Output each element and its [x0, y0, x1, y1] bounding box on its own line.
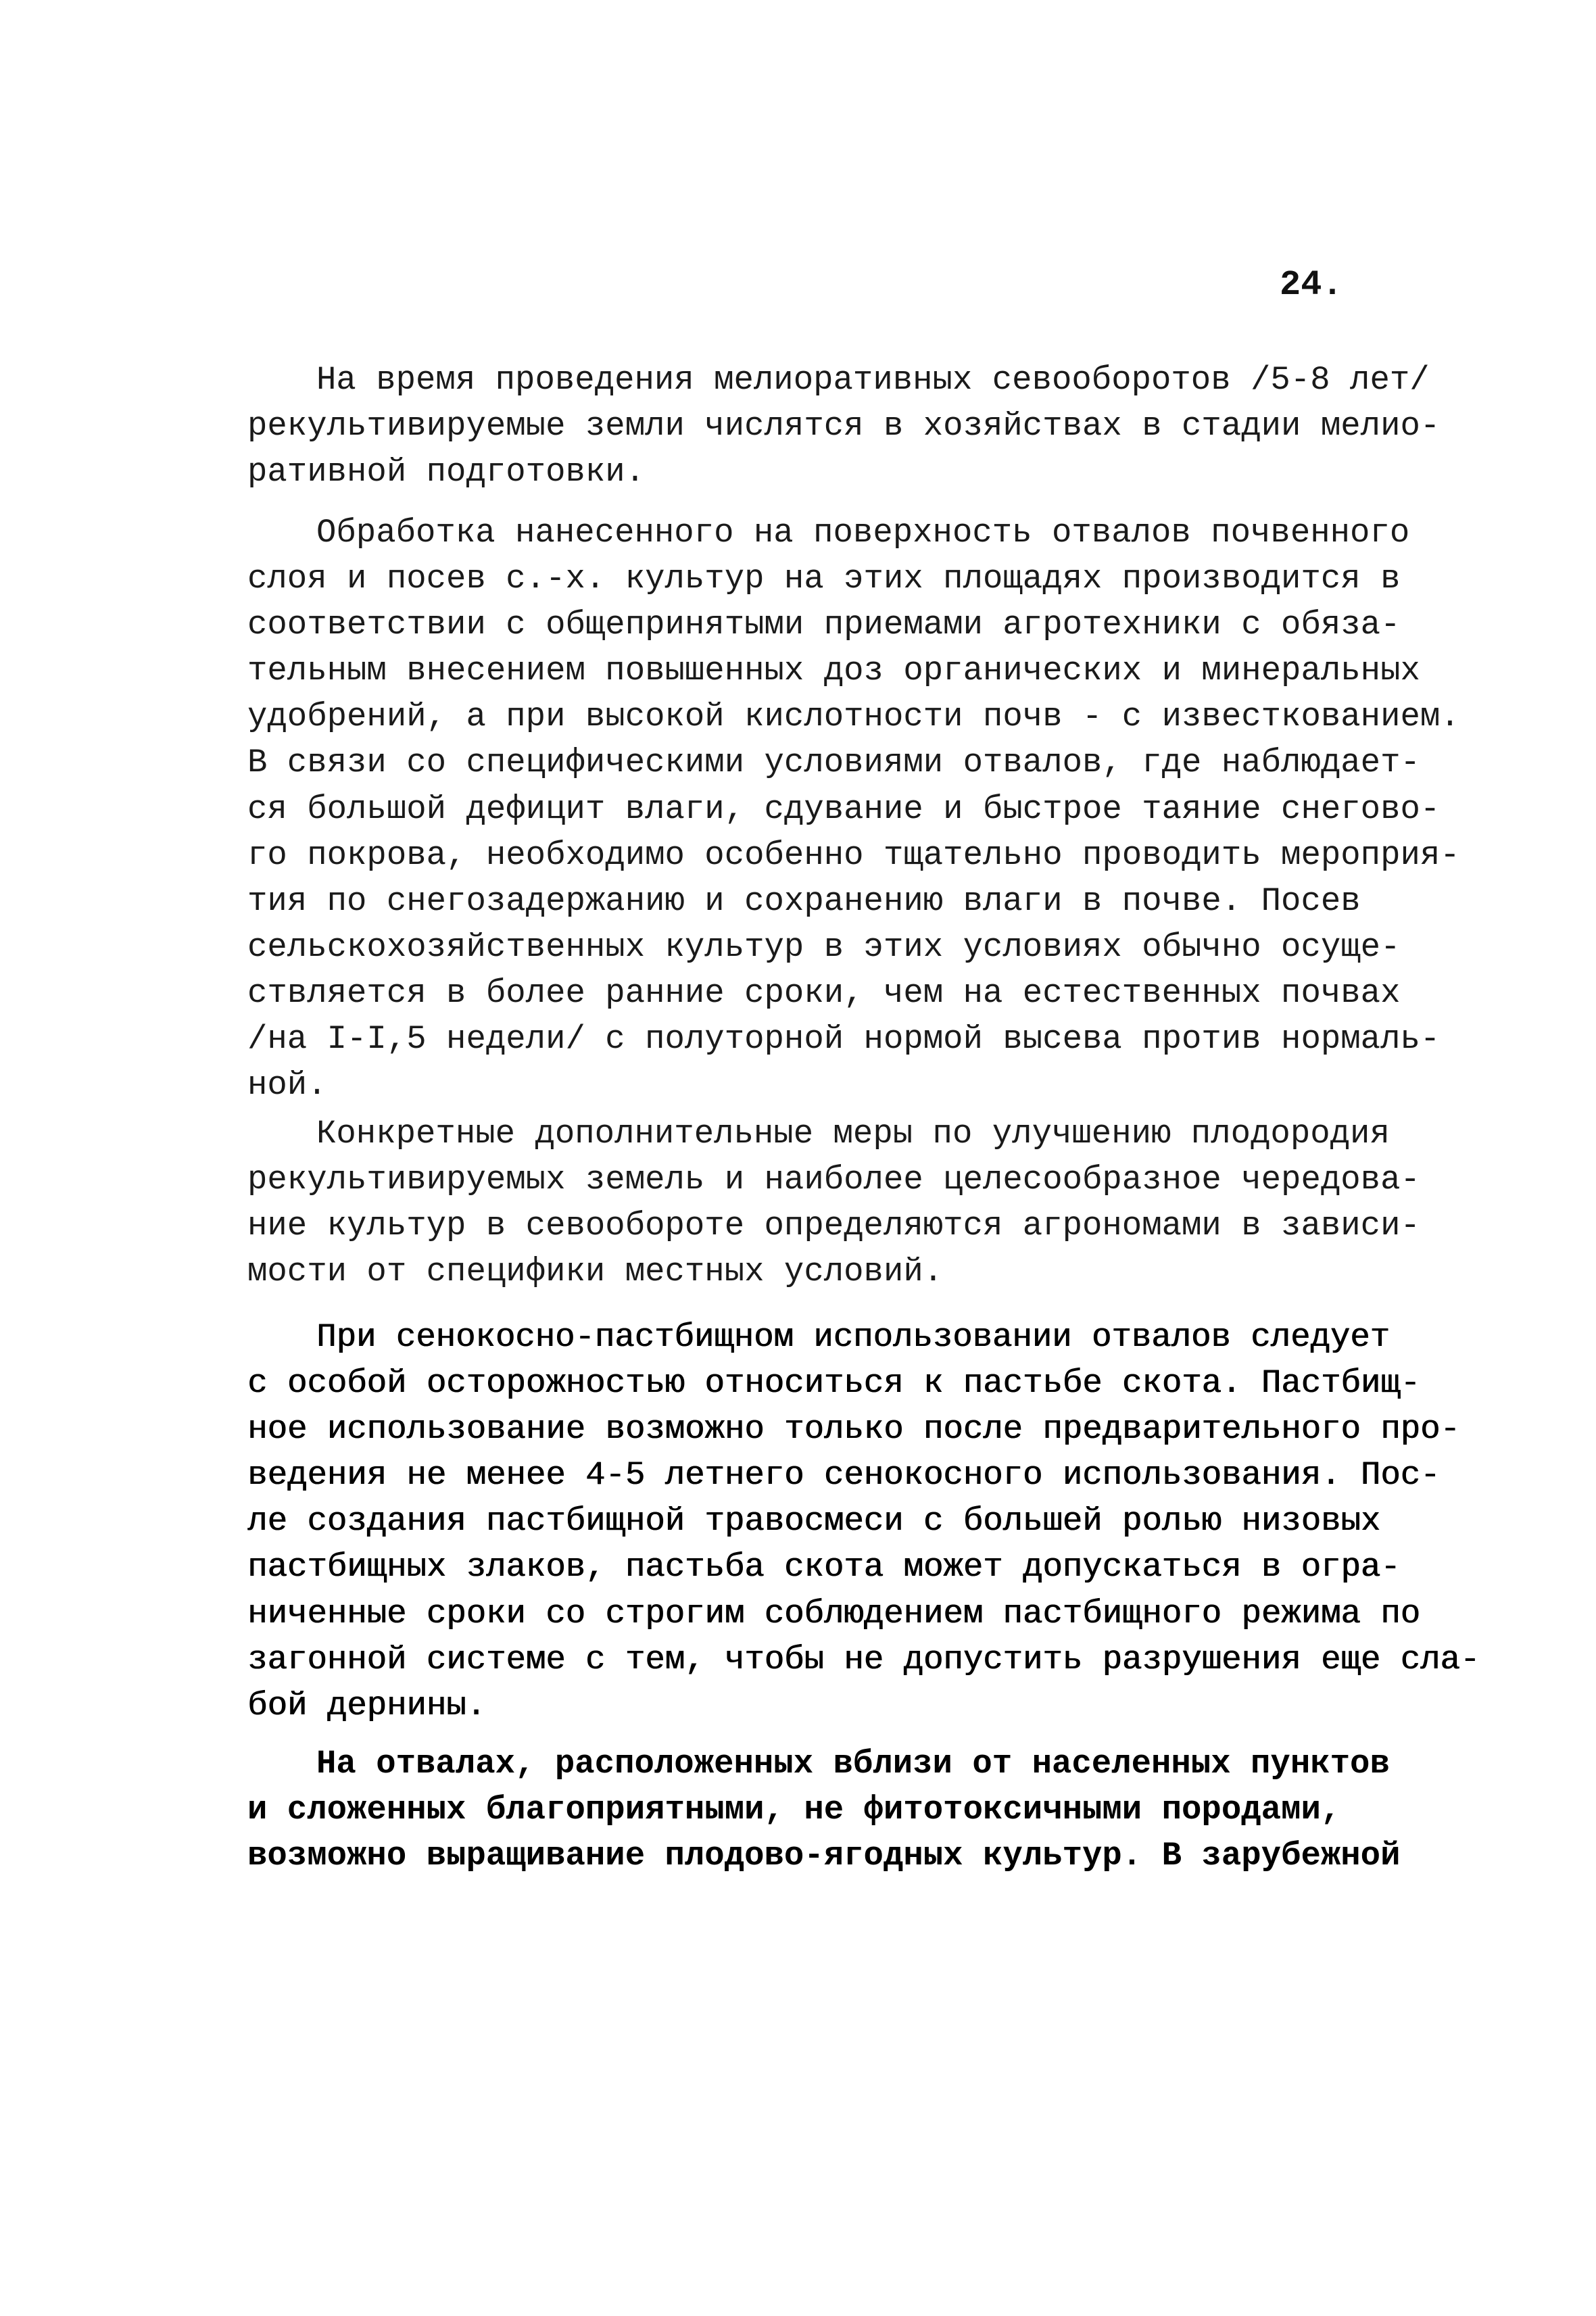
text-line: рекультивируемых земель и наиболее целесообразное чередова-: [247, 1161, 1420, 1199]
text-line: ной.: [247, 1066, 327, 1105]
paragraph-2: [247, 510, 1460, 1108]
text-line: ле создания пастбищной травосмеси с большей ролью низовых: [247, 1502, 1381, 1541]
text-line: тия по снегозадержанию и сохранению влаги в почве. Посев: [247, 882, 1361, 920]
paragraph-3: [247, 1111, 1420, 1295]
text-line: ние культур в севообороте определяются агрономами в зависи-: [247, 1207, 1420, 1245]
text-line: Обработка нанесенного на поверхность отвалов почвенного: [316, 514, 1410, 552]
paragraph-5: [247, 1741, 1400, 1879]
text-line: соответствии с общепринятыми приемами агротехники с обяза-: [247, 606, 1401, 644]
text-line: рекультивируемые земли числятся в хозяйствах в стадии мелио-: [247, 407, 1441, 445]
text-line: удобрений, а при высокой кислотности почв - с известкованием.: [247, 698, 1460, 736]
text-line: возможно выращивание плодово-ягодных культур. В зарубежной: [247, 1837, 1401, 1875]
text-line: и сложенных благоприятными, не фитотоксичными породами,: [247, 1791, 1341, 1829]
text-line: ведения не менее 4-5 летнего сенокосного использования. Пос-: [247, 1456, 1441, 1495]
text-line: тельным внесением повышенных доз органических и минеральных: [247, 652, 1420, 690]
text-line: го покрова, необходимо особенно тщательно проводить мероприя-: [247, 836, 1460, 874]
text-line: бой дернины.: [247, 1686, 486, 1724]
text-line: загонной системе с тем, чтобы не допустить разрушения еще сла-: [247, 1640, 1480, 1679]
text-line: слоя и посев с.-х. культур на этих площадях производится в: [247, 560, 1401, 598]
text-line: ся большой дефицит влаги, сдувание и быстрое таяние снегово-: [247, 790, 1441, 828]
text-line: мости от специфики местных условий.: [247, 1253, 944, 1291]
paragraph-1: [247, 357, 1440, 495]
text-line: ствляется в более ранние сроки, чем на естественных почвах: [247, 973, 1401, 1012]
text-line: ное использование возможно только после предварительного про-: [247, 1410, 1460, 1449]
text-line: На отвалах, расположенных вблизи от населенных пунктов: [316, 1745, 1390, 1783]
text-line: ративной подготовки.: [247, 453, 646, 491]
text-line: При сенокосно-пастбищном использовании отвалов следует: [316, 1318, 1390, 1356]
text-line: пастбищных злаков, пастьба скота может допускаться в огра-: [247, 1548, 1401, 1587]
text-line: ниченные сроки со строгим соблюдением пастбищного режима по: [247, 1594, 1420, 1633]
text-line: На время проведения мелиоративных севооборотов /5-8 лет/: [316, 361, 1430, 399]
text-line: с особой осторожностью относиться к пастьбе скота. Пастбищ-: [247, 1364, 1420, 1403]
paragraph-4: [247, 1314, 1480, 1729]
text-line: сельскохозяйственных культур в этих условиях обычно осуще-: [247, 927, 1401, 966]
page-number: 24.: [1280, 265, 1343, 305]
text-line: В связи со специфическими условиями отвалов, где наблюдает-: [247, 744, 1420, 782]
text-line: /на I-I,5 недели/ с полуторной нормой высева против нормаль-: [247, 1020, 1441, 1059]
text-line: Конкретные дополнительные меры по улучшению плодородия: [316, 1115, 1390, 1153]
